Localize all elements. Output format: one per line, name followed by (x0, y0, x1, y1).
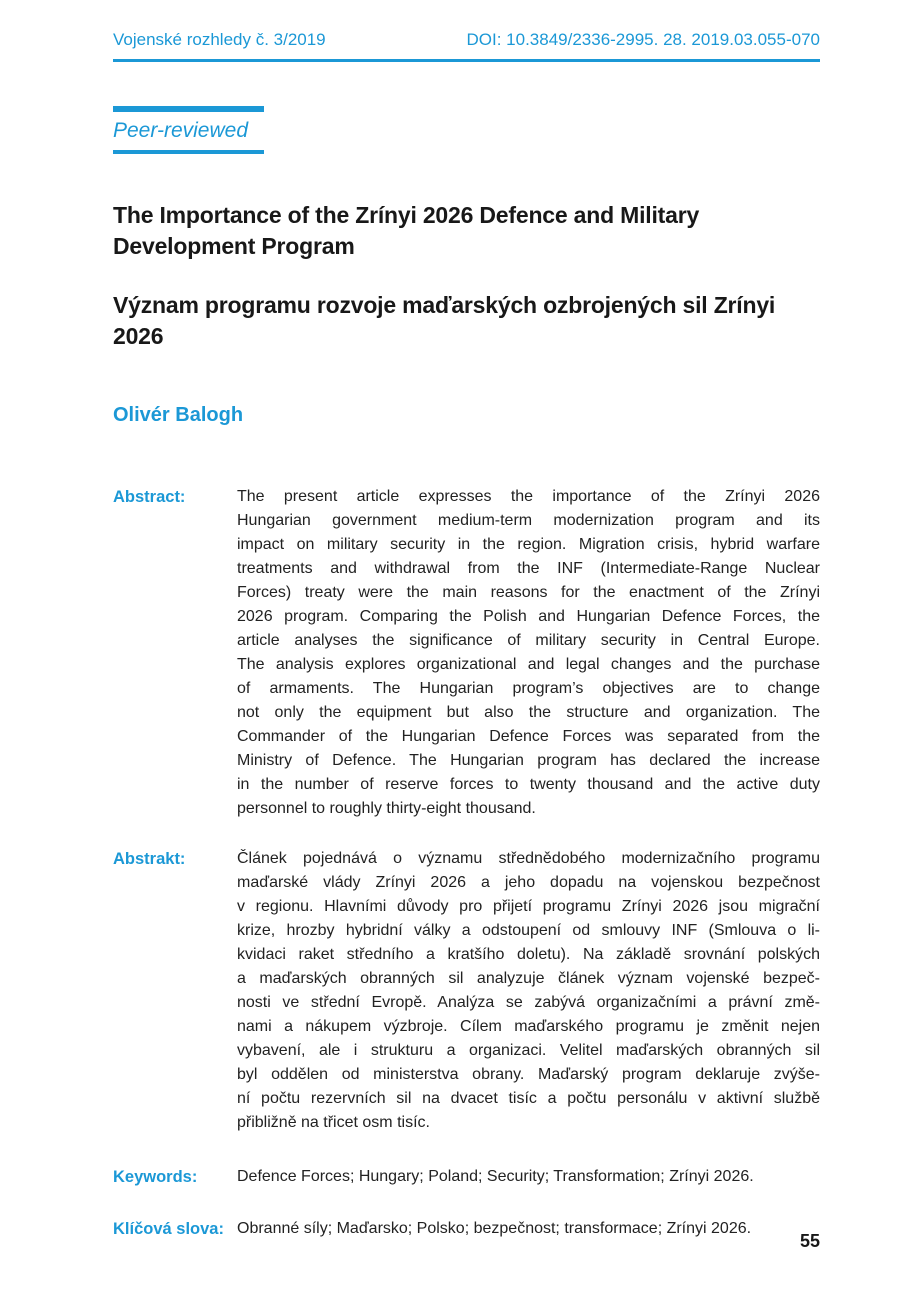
text-line: Development Program (113, 233, 355, 259)
text-line: maďarské vlády Zrínyi 2026 a jeho dopadu na vojenskou bezpečnost (237, 874, 820, 891)
text-line: Význam programu rozvoje maďarských ozbrojených sil Zrínyi (113, 292, 776, 318)
text-line: Commander of the Hungarian Defence Forces was separated from the (237, 728, 820, 745)
keywords-section-en (113, 1165, 820, 1189)
text-line: The Importance of the Zrínyi 2026 Defence and Military (113, 202, 700, 228)
abstract-label-cs: Abstrakt: (113, 850, 186, 868)
abstract-text-en (237, 485, 820, 821)
text-line: 2026 program. Comparing the Polish and Hungarian Defence Forces, the (237, 608, 820, 625)
keywords-label-en: Keywords: (113, 1168, 198, 1186)
doi-text: DOI: 10.3849/2336-2995. 28. 2019.03.055-070 (466, 30, 820, 49)
text-line: not only the equipment but also the structure and organization. The (237, 704, 820, 721)
text-line: Článek pojednává o významu střednědobého modernizačního programu (237, 850, 820, 867)
text-line: a maďarských obranných sil analyzuje článek význam vojenské bezpeč- (237, 970, 820, 987)
text-line: ní počtu rezervních sil na dvacet tisíc a počtu personálu v aktivní službě (237, 1090, 820, 1107)
text-line: Forces) treaty were the main reasons for the enactment of the Zrínyi (237, 584, 820, 601)
text-line: vybavení, ale i strukturu a organizaci. Velitel maďarských obranných sil (237, 1042, 820, 1059)
text-line: treatments and withdrawal from the INF (Intermediate-Range Nuclear (237, 560, 820, 577)
abstract-section-cs (113, 847, 820, 1135)
page-content (113, 0, 820, 1241)
abstract-section-en (113, 485, 820, 821)
text-line: impact on military security in the region. Migration crisis, hybrid warfare (237, 536, 820, 553)
keywords-label-cs: Klíčová slova: (113, 1220, 224, 1238)
text-line: kvidaci raket středního a kratšího doletu). Na základě srovnání polských (237, 946, 820, 963)
keywords-section-cs (113, 1217, 820, 1241)
article-title-en (113, 200, 820, 262)
abstract-text-cs (237, 847, 820, 1135)
author-name: Olivér Balogh (113, 404, 244, 426)
journal-name: Vojenské rozhledy č. 3/2019 (113, 30, 326, 49)
text-line: personnel to roughly thirty-eight thousand. (237, 800, 536, 817)
text-line: přibližně na třicet osm tisíc. (237, 1114, 430, 1131)
text-line: The present article expresses the importance of the Zrínyi 2026 (237, 488, 820, 505)
article-title-cs (113, 290, 820, 352)
keywords-text-en: Defence Forces; Hungary; Poland; Security; Transformation; Zrínyi 2026. (237, 1168, 754, 1185)
keywords-text-cs: Obranné síly; Maďarsko; Polsko; bezpečnost; transformace; Zrínyi 2026. (237, 1220, 752, 1237)
abstract-label-en: Abstract: (113, 488, 186, 506)
text-line: Ministry of Defence. The Hungarian program has declared the increase (237, 752, 820, 769)
text-line: 2026 (113, 323, 164, 349)
text-line: Hungarian government medium-term modernization program and its (237, 512, 820, 529)
text-line: of armaments. The Hungarian program’s objectives are to change (237, 680, 820, 697)
text-line: krize, hrozby hybridní války a odstoupení od smlouvy INF (Smlouva o li- (237, 922, 820, 939)
text-line: v regionu. Hlavními důvody pro přijetí programu Zrínyi 2026 jsou migrační (237, 898, 820, 915)
page-header (113, 0, 820, 62)
page-number: 55 (799, 1231, 820, 1251)
peer-reviewed-badge: Peer-reviewed (113, 106, 264, 154)
text-line: The analysis explores organizational and legal changes and the purchase (237, 656, 820, 673)
text-line: article analyses the significance of military security in Central Europe. (237, 632, 820, 649)
text-line: nosti ve střední Evropě. Analýza se zabývá organizačními a právní změ- (237, 994, 820, 1011)
text-line: byl oddělen od ministerstva obrany. Maďarský program deklaruje zvýše- (237, 1066, 820, 1083)
text-line: in the number of reserve forces to twenty thousand and the active duty (237, 776, 820, 793)
text-line: nami a nákupem výzbroje. Cílem maďarského programu je změnit nejen (237, 1018, 820, 1035)
